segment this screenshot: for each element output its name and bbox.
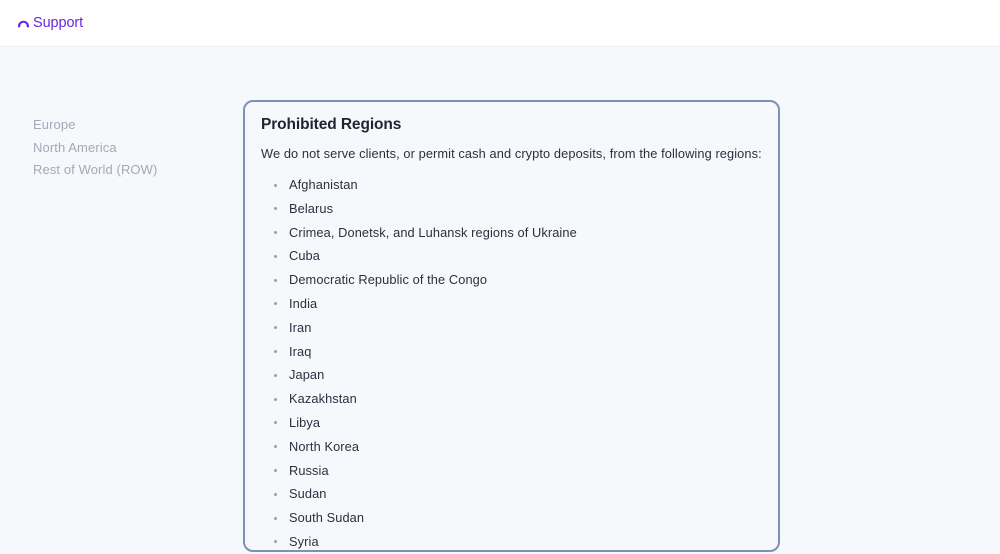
- list-item: Russia: [267, 459, 762, 483]
- list-item: North Korea: [267, 435, 762, 459]
- list-item: Belarus: [267, 197, 762, 221]
- list-item: Cuba: [267, 244, 762, 268]
- sidebar-item-rest-of-world[interactable]: Rest of World (ROW): [33, 162, 158, 177]
- card-intro-text: We do not serve clients, or permit cash and crypto deposits, from the following regions:: [261, 146, 762, 161]
- page-title: Prohibited Regions: [261, 116, 402, 133]
- sidebar-item-north-america[interactable]: North America: [33, 139, 117, 155]
- list-item: India: [267, 292, 762, 316]
- brand-label: Support: [33, 15, 84, 31]
- brand-link[interactable]: [16, 15, 83, 31]
- company-logo-icon: [16, 16, 31, 31]
- list-item: Kazakhstan: [267, 387, 762, 411]
- list-item: Democratic Republic of the Congo: [267, 268, 762, 292]
- list-item: Iraq: [267, 340, 762, 364]
- list-item: Syria: [267, 530, 762, 554]
- list-item: Crimea, Donetsk, and Luhansk regions of Ukraine: [267, 221, 762, 245]
- list-item: Libya: [267, 411, 762, 435]
- sidebar-item-europe[interactable]: Europe: [33, 117, 76, 132]
- top-bar: [0, 0, 1000, 47]
- prohibited-regions-list: [261, 173, 762, 554]
- list-item: Iran: [267, 316, 762, 340]
- page-body: [0, 47, 1000, 549]
- list-item: Japan: [267, 363, 762, 387]
- list-item: Afghanistan: [267, 173, 762, 197]
- prohibited-regions-card: [243, 100, 780, 552]
- sidebar: [0, 100, 243, 522]
- list-item: Sudan: [267, 482, 762, 506]
- list-item: South Sudan: [267, 506, 762, 530]
- main-content: [243, 100, 1000, 549]
